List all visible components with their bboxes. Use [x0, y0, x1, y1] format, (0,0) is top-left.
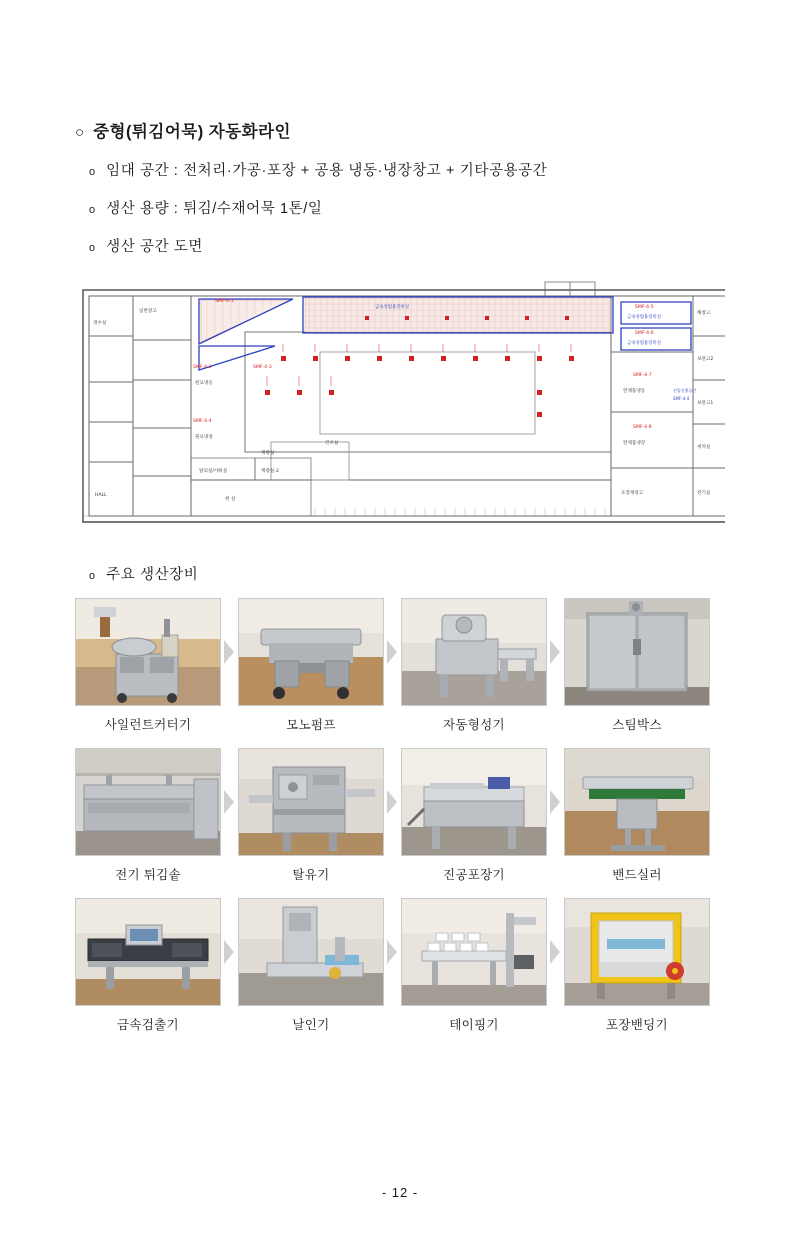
equipment-grid — [75, 598, 725, 1044]
svg-text:계량실: 계량실 — [261, 451, 275, 456]
svg-text:전기실: 전기실 — [697, 491, 711, 496]
bullet-label: 생산 공간 도면 — [106, 239, 204, 255]
svg-text:일반창고: 일반창고 — [139, 309, 157, 314]
svg-text:해창고: 해창고 — [697, 311, 711, 316]
equipment-caption: 자동형성기 — [443, 718, 505, 732]
svg-text:현 실: 현 실 — [225, 497, 236, 502]
bullet-marker: o — [89, 204, 96, 216]
svg-text:SMF-4-6: SMF-4-6 — [635, 331, 654, 336]
bullet-label: 임대 공간 : 전처리·가공·포장 + 공용 냉동·냉장창고 + 기타공용공간 — [106, 163, 548, 179]
equipment-caption: 모노펌프 — [286, 718, 336, 732]
equipment-caption: 전기 튀김솥 — [115, 868, 181, 882]
heading-marker: ○ — [75, 124, 85, 141]
svg-text:보관고1: 보관고1 — [697, 401, 714, 406]
equipment-cell — [75, 598, 221, 744]
bullet-item-lease — [75, 159, 725, 180]
equipment-photo-silent-cutter — [75, 598, 221, 706]
floorplan-drawing — [75, 272, 725, 537]
section-heading — [75, 118, 725, 142]
equipment-cell — [75, 898, 221, 1044]
equipment-cell — [238, 598, 384, 744]
svg-text:금속성범용장비실: 금속성범용장비실 — [375, 305, 409, 310]
equipment-caption: 날인기 — [292, 1018, 330, 1032]
equipment-cell — [564, 748, 710, 894]
equipment-photo-electric-fryer — [75, 748, 221, 856]
svg-text:SMF-4-4: SMF-4-4 — [673, 396, 690, 401]
flow-arrow-icon — [548, 788, 562, 816]
equipment-caption: 스팀박스 — [612, 718, 662, 732]
svg-text:완제품냉동: 완제품냉동 — [623, 389, 646, 394]
equipment-photo-steam-box — [564, 598, 710, 706]
flow-arrow-icon — [222, 638, 236, 666]
svg-text:완제품냉장: 완제품냉장 — [623, 441, 646, 446]
svg-text:SMF-4-2: SMF-4-2 — [193, 365, 212, 370]
equipment-caption: 테이핑기 — [449, 1018, 499, 1032]
svg-text:HALL: HALL — [95, 493, 107, 498]
bullet-label: 주요 생산장비 — [106, 567, 199, 583]
svg-text:금속성범용장비실: 금속성범용장비실 — [627, 315, 661, 320]
svg-text:세척실: 세척실 — [697, 445, 711, 450]
equipment-caption: 사일런트커터기 — [104, 718, 192, 732]
equipment-cell — [238, 748, 384, 894]
equipment-cell — [238, 898, 384, 1044]
equipment-photo-metal-detector — [75, 898, 221, 1006]
equipment-caption: 진공포장기 — [443, 868, 505, 882]
equipment-photo-deoiler — [238, 748, 384, 856]
equipment-cell — [401, 898, 547, 1044]
floorplan-figure — [75, 272, 725, 537]
flow-arrow-icon — [222, 788, 236, 816]
svg-text:SMF-4-5: SMF-4-5 — [635, 305, 654, 310]
equipment-cell — [564, 598, 710, 744]
bullet-marker: o — [89, 242, 96, 254]
svg-text:포장재창고: 포장재창고 — [621, 491, 644, 496]
equipment-photo-taping-machine — [401, 898, 547, 1006]
svg-text:계량실-2: 계량실-2 — [261, 469, 279, 474]
flow-arrow-icon — [385, 938, 399, 966]
equipment-photo-date-printer — [238, 898, 384, 1006]
svg-text:SMF-4-8: SMF-4-8 — [633, 425, 652, 430]
equipment-cell — [564, 898, 710, 1044]
flow-arrow-icon — [548, 638, 562, 666]
flow-arrow-icon — [385, 638, 399, 666]
equipment-caption: 밴드실러 — [612, 868, 662, 882]
equipment-caption: 금속검출기 — [117, 1018, 179, 1032]
svg-text:건조실: 건조실 — [325, 441, 339, 446]
svg-text:원료냉동: 원료냉동 — [195, 381, 213, 386]
svg-text:정수실: 정수실 — [93, 321, 107, 326]
document-page — [0, 118, 800, 1248]
svg-text:SMF-4-4: SMF-4-4 — [193, 419, 212, 424]
flow-arrow-icon — [385, 788, 399, 816]
bullet-item-floorplan — [75, 235, 725, 256]
svg-text:금속성범용장비실: 금속성범용장비실 — [627, 341, 661, 346]
equipment-photo-mono-pump — [238, 598, 384, 706]
equipment-cell — [401, 598, 547, 744]
page-title: 중형(튀김어묵) 자동화라인 — [93, 123, 291, 141]
page-number: - 12 - — [381, 1185, 419, 1200]
equipment-photo-band-sealer — [564, 748, 710, 856]
bullet-item-equipment — [75, 563, 725, 584]
equipment-photo-vacuum-packer — [401, 748, 547, 856]
bullet-item-capacity — [75, 197, 725, 218]
equipment-photo-banding-machine — [564, 898, 710, 1006]
equipment-cell — [75, 748, 221, 894]
svg-text:SMF-4-7: SMF-4-7 — [633, 373, 652, 378]
svg-text:선입선출공간: 선입선출공간 — [673, 388, 697, 393]
equipment-caption: 탈유기 — [292, 868, 330, 882]
equipment-cell — [401, 748, 547, 894]
svg-text:탈의실/샤워실: 탈의실/샤워실 — [199, 469, 228, 474]
svg-text:SMF-4-1: SMF-4-1 — [215, 299, 234, 304]
flow-arrow-icon — [222, 938, 236, 966]
svg-text:SMF-4-3: SMF-4-3 — [253, 365, 272, 370]
equipment-caption: 포장밴딩기 — [606, 1018, 668, 1032]
bullet-marker: o — [89, 166, 96, 178]
bullet-marker: o — [89, 570, 96, 582]
svg-text:원료냉장: 원료냉장 — [195, 435, 213, 440]
equipment-photo-auto-former — [401, 598, 547, 706]
bullet-label: 생산 용량 : 튀김/수재어묵 1톤/일 — [106, 201, 323, 217]
svg-text:보관고2: 보관고2 — [697, 357, 714, 362]
flow-arrow-icon — [548, 938, 562, 966]
